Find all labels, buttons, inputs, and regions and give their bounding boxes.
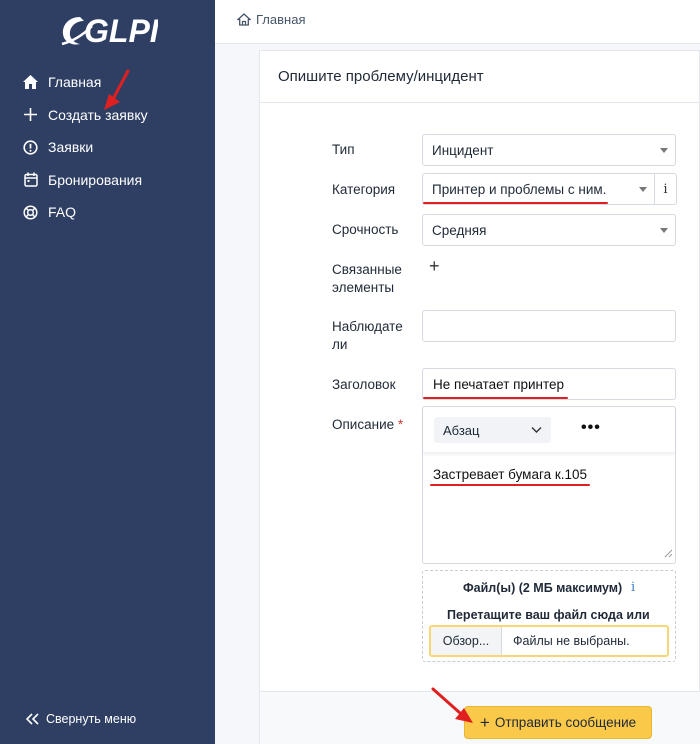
sidebar-item-faq[interactable] — [0, 196, 215, 229]
add-linked-item-button[interactable]: + — [429, 256, 440, 276]
urgency-select[interactable] — [422, 214, 676, 246]
sidebar-item-label: Заявки — [48, 139, 94, 156]
more-tools-button[interactable]: ••• — [581, 419, 601, 436]
annotation-arrow-icon — [100, 68, 134, 114]
info-icon: i — [663, 181, 668, 197]
sidebar-item-reservations[interactable] — [0, 164, 215, 197]
home-outline-icon — [237, 13, 251, 26]
submit-label: Отправить сообщение — [494, 715, 637, 730]
info-icon[interactable]: i — [631, 580, 636, 595]
caret-down-icon — [660, 148, 668, 153]
category-label: Категория — [332, 182, 396, 197]
file-input[interactable] — [429, 625, 669, 657]
file-upload-zone[interactable] — [422, 570, 676, 662]
plus-icon — [22, 106, 39, 123]
annotation-underline — [423, 202, 608, 204]
required-mark: * — [397, 417, 404, 432]
lifebuoy-icon — [22, 204, 39, 221]
observers-label: Наблюдатели — [332, 319, 403, 352]
logo-text: GLPI — [84, 13, 158, 49]
form-title: Опишите проблему/инцидент — [260, 51, 699, 103]
collapse-menu-label: Свернуть меню — [46, 712, 137, 726]
home-icon — [22, 74, 39, 91]
browse-button[interactable]: Обзор... — [431, 627, 502, 655]
description-label — [332, 416, 403, 434]
linked-items-label: Связанные элементы — [332, 262, 402, 295]
sidebar-item-label: Создать заявку — [48, 106, 148, 123]
annotation-arrow-icon — [430, 686, 476, 726]
type-select[interactable] — [422, 134, 676, 166]
glpi-logo[interactable] — [58, 8, 158, 52]
sidebar-item-label: Главная — [48, 74, 102, 91]
sidebar-item-tickets[interactable] — [0, 131, 215, 164]
category-info-button[interactable] — [655, 173, 677, 205]
type-select-value: Инцидент — [432, 142, 494, 158]
sidebar-item-label: Бронирования — [48, 171, 143, 188]
annotation-underline — [430, 484, 590, 486]
collapse-menu-button[interactable] — [26, 712, 136, 726]
calendar-icon — [22, 171, 39, 188]
description-text[interactable]: Застревает бумага к.105 — [433, 467, 588, 482]
caret-down-icon — [639, 187, 647, 192]
observers-field[interactable] — [422, 310, 676, 342]
breadcrumb[interactable] — [237, 12, 305, 27]
urgency-label: Срочность — [332, 222, 399, 237]
category-select-value: Принтер и проблемы с ним. — [432, 181, 607, 197]
editor-toolbar — [423, 407, 675, 453]
top-bar — [215, 0, 700, 44]
file-status: Файлы не выбраны. — [513, 634, 630, 648]
plus-icon: + — [479, 713, 490, 732]
upload-drop-text: Перетащите ваш файл сюда или — [447, 608, 650, 622]
chevron-down-icon — [531, 423, 542, 438]
breadcrumb-label: Главная — [256, 12, 306, 27]
subject-label: Заголовок — [332, 377, 396, 392]
category-select[interactable] — [422, 173, 655, 205]
double-chevron-left-icon — [26, 713, 40, 725]
urgency-select-value: Средняя — [432, 222, 487, 238]
type-label: Тип — [332, 142, 355, 157]
annotation-underline — [423, 397, 568, 399]
caret-down-icon — [660, 228, 668, 233]
paragraph-style-select[interactable] — [434, 417, 551, 443]
resize-handle-icon[interactable] — [664, 545, 673, 561]
submit-button[interactable] — [464, 706, 652, 739]
paragraph-style-value: Абзац — [443, 422, 480, 438]
description-label-text: Описание — [332, 417, 395, 432]
sidebar-item-label: FAQ — [48, 204, 77, 221]
alert-circle-icon — [22, 139, 39, 156]
upload-title: Файл(ы) (2 МБ максимум) — [463, 581, 623, 595]
subject-input[interactable]: Не печатает принтер — [422, 368, 676, 400]
